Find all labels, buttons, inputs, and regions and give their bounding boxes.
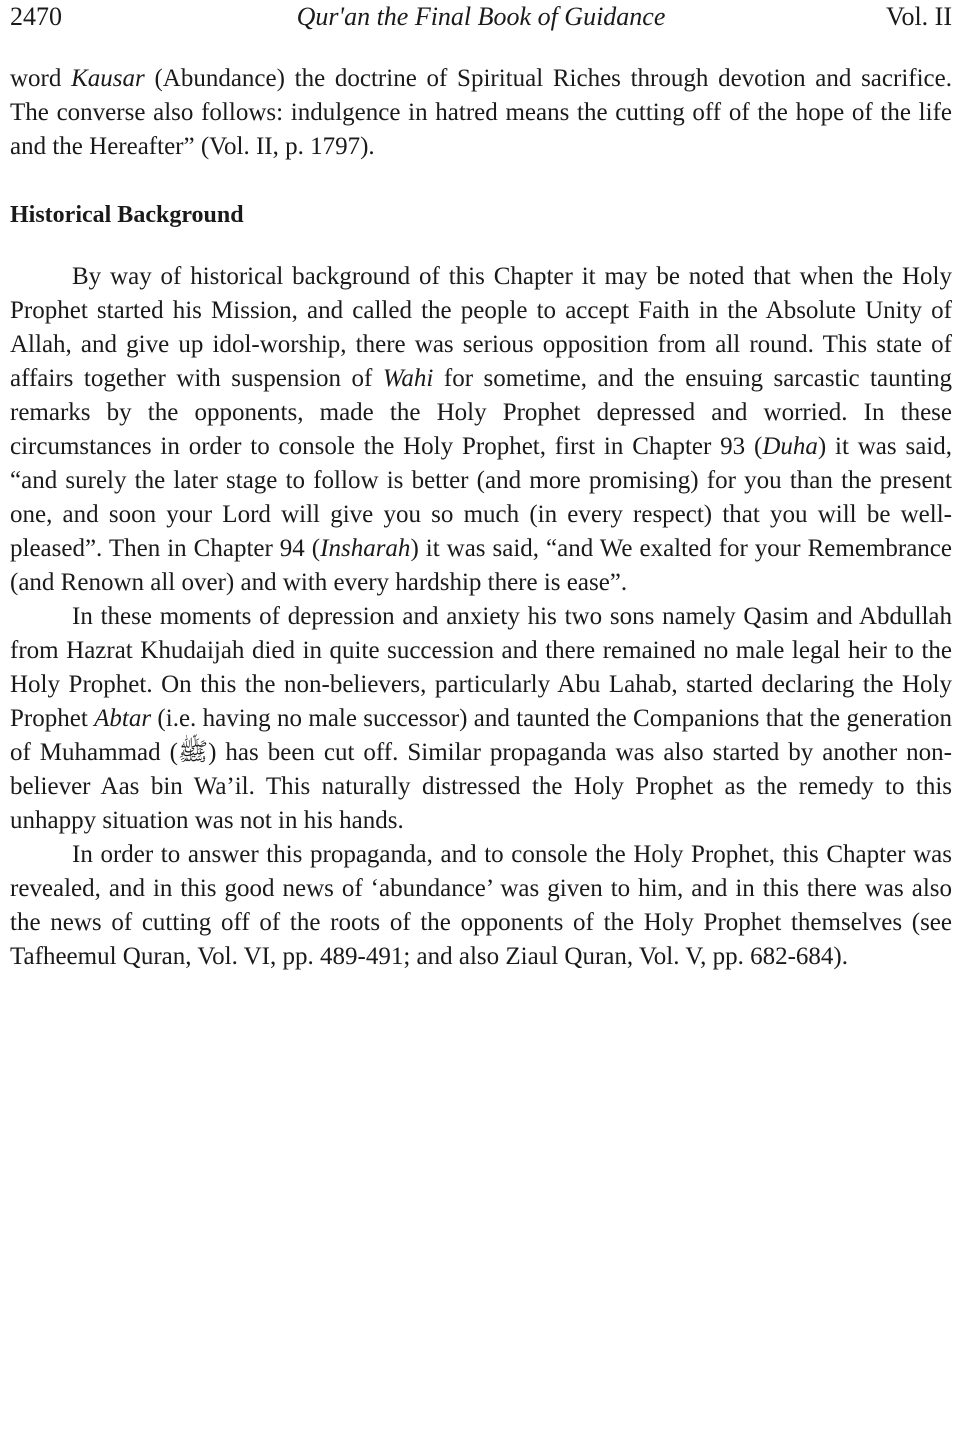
- term-kausar: Kausar: [71, 65, 145, 92]
- term-wahi: Wahi: [382, 365, 434, 392]
- page-body: [10, 62, 952, 974]
- term-duha: Duha: [762, 433, 818, 460]
- section-heading: Historical Background: [10, 202, 244, 228]
- running-header: [10, 0, 952, 34]
- paragraph-historical-1: By way of historical background of this Chapter it may be noted that when the Holy Prophet started his Mission, and called the people to accept Faith in the Absolute Unity of Allah, and give up idol-worship, there was serious opposition from all round. This state of affairs together with suspension of Wahi for sometime, and the ensuing sarcastic taunting remarks by the opponents, made the Holy Prophet depressed and worried. In these circumstances in order to console the Holy Prophet, first in Chapter 93 (Duha) it was said, “and surely the later stage to follow is better (and more promising) for you than the present one, and soon your Lord will give you so much (in every respect) that you will be well-pleased”. Then in Chapter 94 (Insharah) it was said, “and We exalted for your Remembrance (and Renown all over) and with every hardship there is ease”.: [10, 263, 953, 596]
- term-abtar: Abtar: [94, 705, 152, 732]
- term-insharah: Insharah: [320, 535, 411, 562]
- volume-label: Vol. II: [886, 2, 952, 31]
- continuation-paragraph: word Kausar (Abundance) the doctrine of Spiritual Riches through devotion and sacrifice. The converse also follows: indulgence in hatred means the cutting off of the hope of the life and the Hereafter” (Vol. II, p. 1797).: [10, 65, 952, 160]
- book-title: Qur'an the Final Book of Guidance: [296, 2, 666, 31]
- page-number: 2470: [10, 2, 62, 31]
- book-page: [10, 0, 952, 974]
- salutation-glyph: ﷺ: [177, 739, 209, 766]
- paragraph-historical-2: In these moments of depression and anxiety his two sons namely Qasim and Abdullah from Hazrat Khudaijah died in quite succession and there remained no male legal heir to the Holy Prophet. On this the non-believers, particularly Abu Lahab, started declaring the Holy Prophet Abtar (i.e. having no male successor) and taunted the Companions that the generation of Muhammad (ﷺ) has been cut off. Similar propaganda was also started by another non-believer Aas bin Wa’il. This naturally distressed the Holy Prophet as the remedy to this unhappy situation was not in his hands.: [10, 603, 952, 834]
- paragraph-historical-3: In order to answer this propaganda, and to console the Holy Prophet, this Chapter was revealed, and in this good news of ‘abundance’ was given to him, and in this there was also the news of cutting off of the roots of the opponents of the Holy Prophet themselves (see Tafheemul Quran, Vol. VI, pp. 489-491; and also Ziaul Quran, Vol. V, pp. 682-684).: [10, 841, 952, 970]
